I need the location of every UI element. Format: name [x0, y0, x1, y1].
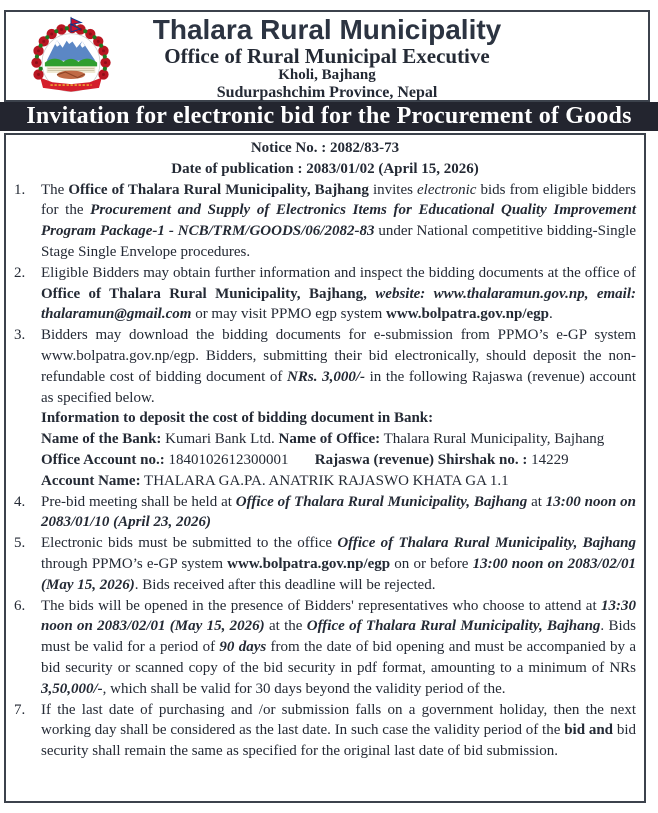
- item-number: 7.: [14, 701, 26, 718]
- item-number: 6.: [14, 597, 26, 614]
- text-segment: 14229: [527, 451, 569, 468]
- text-segment: , which shall be valid for 30 days beyond the validity period of the.: [102, 680, 506, 697]
- text-segment: If the last date of purchasing and /or submission falls on a government holiday, then the next working day shall be considered as the last date. In such case the validity period of the: [41, 701, 636, 739]
- text-segment: Rajaswa (revenue) Shirshak no. :: [314, 451, 528, 468]
- text-segment: through PPMO’s e-GP system: [41, 555, 228, 572]
- text-segment: Name of the Bank:: [41, 431, 162, 448]
- text-segment: Office of Thalara Rural Municipality, Bajhang: [306, 618, 601, 635]
- list-item: [14, 533, 636, 595]
- text-segment: electronic: [417, 181, 477, 198]
- item-text: [41, 492, 636, 534]
- text-segment: bid and: [564, 722, 614, 739]
- text-segment: at the: [264, 618, 307, 635]
- text-segment: www.bolpatra.gov.np/egp: [227, 555, 391, 572]
- notice-body: [4, 133, 646, 803]
- text-segment: Bidders may download the bidding documents for e-submission from PPMO’s e-GP system www.bolpatra.gov.np/egp. Bidders, submitting their bid electronically, should deposit the non-refundable cost of bidding document of: [41, 327, 636, 385]
- publication-date-line: Date of publication : 2083/01/02 (April 15, 2026): [171, 160, 479, 177]
- item-number: 4.: [14, 493, 26, 510]
- text-segment: under National competitive bidding-Single Stage Single Envelope procedures.: [41, 223, 636, 260]
- notice-number-line: Notice No. : 2082/83-73: [250, 140, 400, 156]
- text-segment: Thalara Rural Municipality, Bajhang: [380, 431, 605, 448]
- text-segment: 90 days: [219, 639, 267, 656]
- text-segment: on or before: [390, 555, 473, 572]
- text-segment: Office Account no.:: [41, 451, 165, 468]
- address-line-2: Sudurpashchim Province, Nepal: [216, 84, 438, 101]
- text-segment: from the date of bid opening and must be accompanied by a bid security or scanned copy of the bid security in pdf format, amounting to a minimum of NRs: [41, 639, 636, 676]
- text-segment: Account Name:: [41, 472, 141, 489]
- text-segment: THALARA GA.PA. ANATRIK RAJASWO KHATA GA 1.1: [140, 472, 509, 489]
- text-segment: in the following Rajaswa (revenue) account as specified below.: [41, 368, 636, 406]
- text-segment: website: www.thalaramun.gov.np, email: thalaramun@gmail.com: [41, 285, 637, 323]
- text-segment: 3,50,000/-: [41, 680, 103, 697]
- text-segment: www.bolpatra.gov.np/egp: [386, 306, 549, 323]
- list-item: [14, 325, 636, 491]
- text-segment: .: [548, 306, 553, 323]
- text-segment: bids from eligible bidders for the: [41, 181, 637, 219]
- bid-items-list: [14, 180, 636, 762]
- text-segment: Eligible Bidders may obtain further information and inspect the bidding documents at the office of: [41, 264, 636, 281]
- item-number: 5.: [14, 535, 26, 552]
- list-item: [14, 263, 636, 325]
- text-segment: at: [527, 493, 546, 510]
- text-segment: Office of Thalara Rural Municipality, Bajhang: [337, 535, 637, 552]
- list-item: [14, 180, 636, 263]
- list-item: [14, 596, 636, 700]
- text-segment: Electronic bids must be submitted to the office: [41, 535, 338, 552]
- text-segment: 1840102612300001: [164, 451, 315, 468]
- office-subtitle: Office of Rural Municipal Executive: [164, 44, 490, 68]
- text-segment: bid security shall remain the same as specified for the original last date of bid submission.: [41, 722, 636, 760]
- item-text: [41, 700, 636, 762]
- item-text: [41, 180, 636, 263]
- text-segment: . Bids must be valid for a period of: [41, 618, 636, 656]
- text-segment: 13:00 noon on 2083/01/10 (April 23, 2026): [41, 493, 636, 531]
- item-number: 3.: [14, 327, 26, 344]
- header: [4, 10, 650, 102]
- text-segment: or may visit PPMO egp system: [191, 306, 387, 323]
- text-segment: Kumari Bank Ltd.: [161, 431, 279, 448]
- text-segment: Name of Office:: [278, 431, 381, 448]
- text-segment: Pre-bid meeting shall be held at: [41, 493, 236, 510]
- item-number: 1.: [14, 181, 26, 198]
- text-segment: Office of Thalara Rural Municipality, Bajhang: [235, 493, 528, 510]
- invitation-banner-title: Invitation for electronic bid for the Procurement of Goods: [0, 102, 658, 131]
- text-segment: Office of Thalara Rural Municipality, Bajhang: [68, 181, 369, 198]
- item-text: [41, 533, 636, 595]
- item-text: [41, 596, 636, 700]
- text-segment: . Bids received after this deadline will be rejected.: [134, 576, 436, 593]
- municipality-title: Thalara Rural Municipality: [152, 14, 502, 45]
- list-item: [14, 492, 636, 534]
- text-segment: 13:00 noon on 2083/02/01 (May 15, 2026): [41, 555, 636, 593]
- item-text: [41, 263, 636, 325]
- text-segment: NRs. 3,000/-: [287, 368, 365, 385]
- text-segment: Procurement and Supply of Electronics Items for Educational Quality Improvement Program Package-1 - NCB/TRM/GOODS/06/2082-83: [41, 202, 636, 240]
- text-segment: Office of Thalara Rural Municipality, Bajhang,: [41, 285, 367, 302]
- text-segment: 13:30 noon on 2083/02/01 (May 15, 2026): [41, 597, 636, 635]
- text-segment: invites: [368, 181, 418, 198]
- item-number: 2.: [14, 264, 26, 281]
- text-segment: Information to deposit the cost of bidding document in Bank:: [41, 410, 434, 427]
- item-text: [41, 325, 636, 491]
- nepal-emblem-icon: [22, 16, 120, 100]
- address-line-1: Kholi, Bajhang: [278, 67, 376, 83]
- text-segment: The bids will be opened in the presence of Bidders' representatives who choose to attend at: [41, 597, 601, 614]
- text-segment: The: [41, 181, 69, 198]
- list-item: [14, 700, 636, 762]
